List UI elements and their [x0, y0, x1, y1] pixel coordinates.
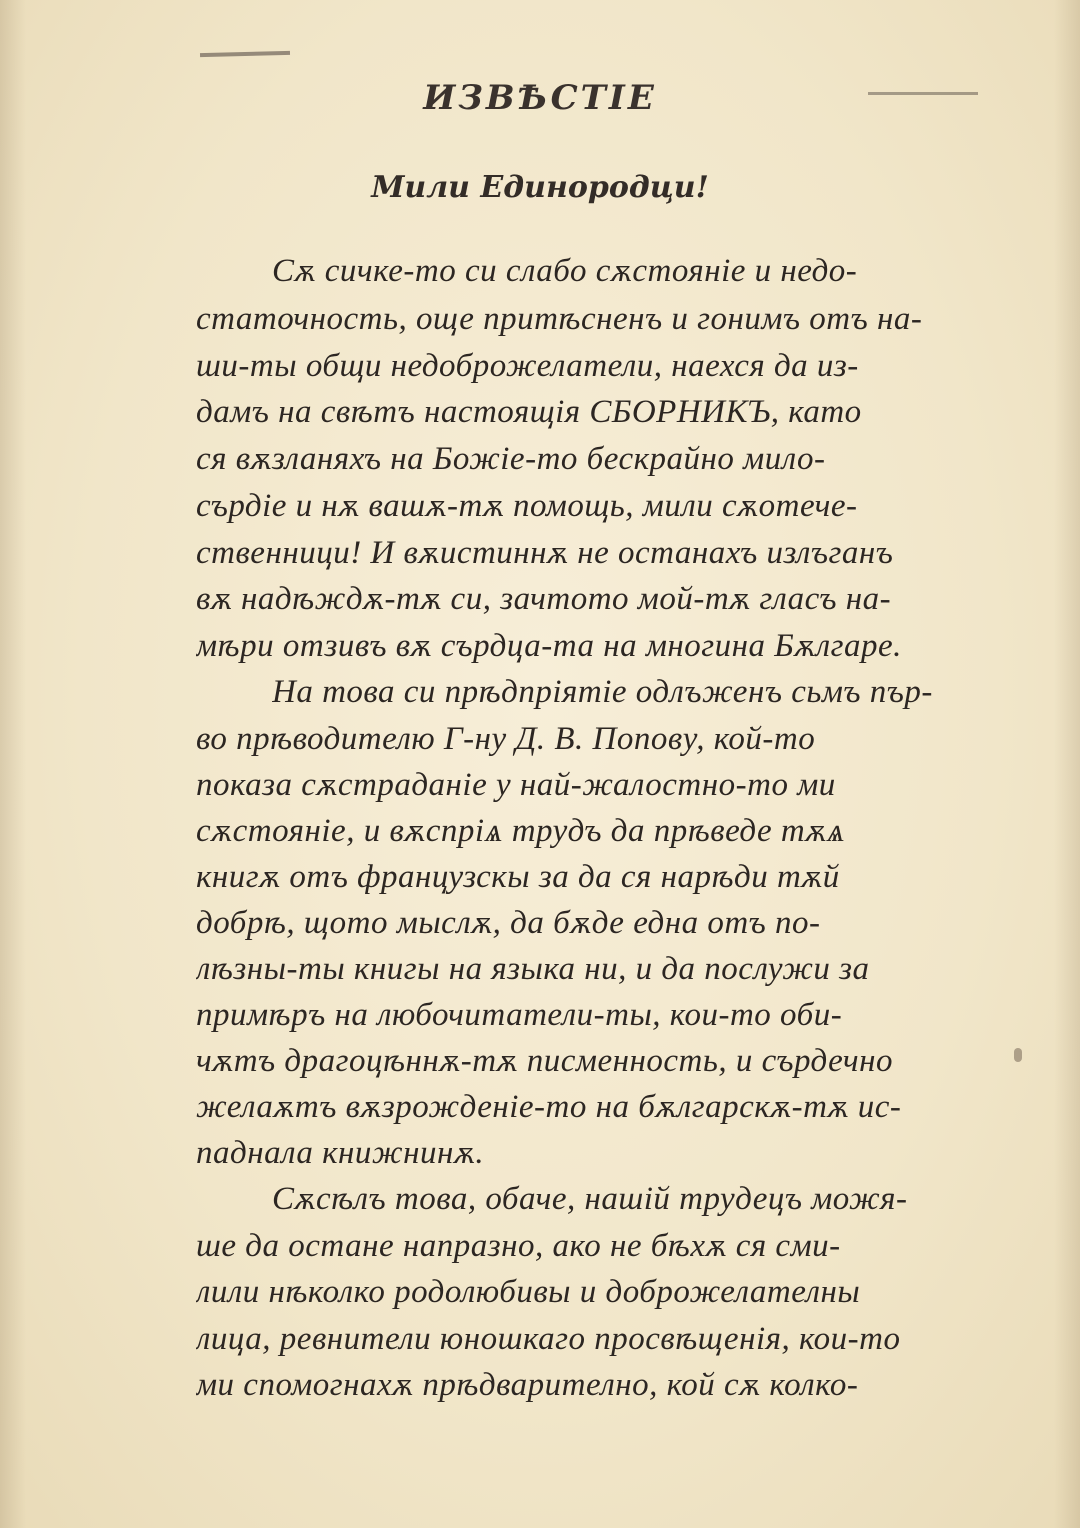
text-line: желаѫтъ вѫзрожденіе-то на бѫлгарскѫ-тѫ ис- — [196, 1089, 902, 1125]
page-edge-shadow-right — [1054, 0, 1080, 1528]
text-line: Сѫ сичке-то си слабо сѫстояніе и недо- — [272, 253, 858, 289]
text-line: вѫ надѣждѫ-тѫ си, зачтото мой-тѫ гласъ на- — [196, 581, 892, 617]
text-line: во прѣводителю Г-ну Д. В. Попову, кой-то — [196, 721, 816, 757]
text-line: статочность, още притѣсненъ и гонимъ отъ на- — [196, 301, 923, 337]
text-line: лица, ревнители юношкаго просвѣщенія, кои-то — [196, 1321, 901, 1357]
text-line: ся вѫзланяхъ на Божіе-то бескрайно мило- — [196, 441, 826, 477]
text-line: чѫтъ драгоцѣннѫ-тѫ писменность, и сърдечно — [196, 1043, 893, 1079]
text-line: книгѫ отъ французскы за да ся нарѣди тѫй — [196, 859, 840, 895]
text-line: сѫстояніе, и вѫспріѧ трудъ да прѣведе тѫѧ — [196, 813, 846, 849]
greeting: Мили Единородци! — [371, 170, 709, 205]
text-line: ши-ты общи недоброжелатели, наехся да из- — [196, 348, 859, 384]
text-line: Сѫсѣлъ това, обаче, нашій трудецъ можя- — [272, 1181, 908, 1217]
text-line: паднала книжнинѫ. — [196, 1135, 485, 1171]
page-title: ИЗВѢСТІЕ — [423, 78, 657, 118]
text-line: лили нѣколко родолюбивы и доброжелателны — [196, 1274, 861, 1310]
text-line: сърдіе и нѫ вашѫ-тѫ помощь, мили сѫотече- — [196, 488, 858, 524]
text-line: ше да остане напразно, ако не бѣхѫ ся сми- — [196, 1228, 841, 1264]
text-line: На това си прѣдпріятіе одлъженъ сьмъ пър- — [272, 674, 933, 710]
text-line: ственници! И вѫистиннѫ не останахъ излъганъ — [196, 535, 894, 571]
bleed-through-mark — [200, 51, 290, 57]
text-line: дамъ на свѣтъ настоящія СБОРНИКЪ, като — [196, 394, 862, 430]
text-line: лѣзны-ты книгы на языка ни, и да послужи за — [196, 951, 870, 987]
text-line: примѣръ на любочитатели-ты, кои-то оби- — [196, 997, 843, 1033]
text-line: показа сѫстраданіе у най-жалостно-то ми — [196, 767, 836, 803]
page-edge-shadow-left — [0, 0, 26, 1528]
text-line: добрѣ, щото мыслѫ, да бѫде една отъ по- — [196, 905, 821, 941]
text-line: ми спомогнахѫ прѣдварително, кой сѫ колко- — [196, 1367, 859, 1403]
ink-smudge — [1014, 1048, 1022, 1062]
text-line: мѣри отзивъ вѫ сърдца-та на многина Бѫлгаре. — [196, 628, 902, 664]
